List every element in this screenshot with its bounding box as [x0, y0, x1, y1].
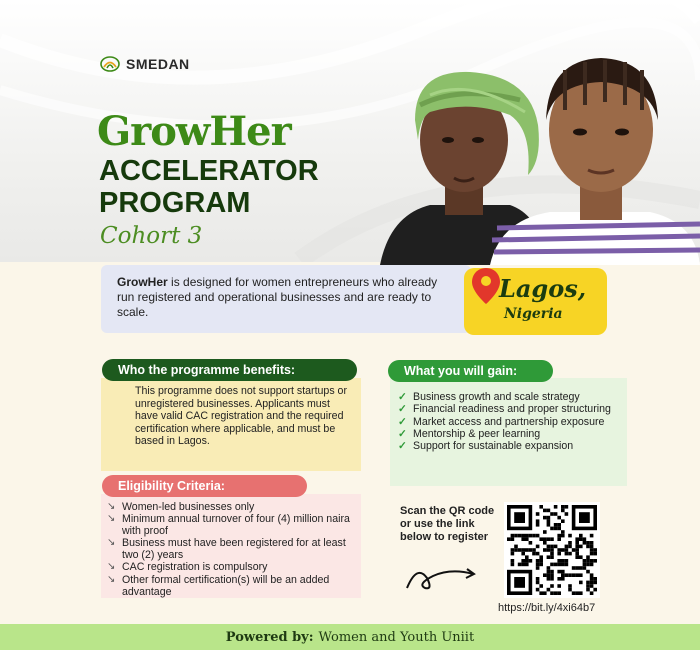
- location-badge: [464, 268, 607, 335]
- cohort-label: Cohort 3: [100, 223, 203, 249]
- title-accelerator: ACCELERATOR: [99, 155, 319, 187]
- arrow-bullet-icon: ↘: [107, 501, 116, 512]
- list-item: ↘ Other formal certification(s) will be an added advantage: [107, 573, 330, 598]
- gains-box: [390, 378, 627, 486]
- eligibility-heading: Eligibility Criteria:: [102, 475, 307, 497]
- list-item: ✓ Mentorship & peer learning: [398, 427, 541, 440]
- arrow-bullet-icon: ↘: [107, 561, 116, 573]
- list-item: ✓ Market access and partnership exposure: [398, 415, 605, 428]
- list-item: ↘ Business must have been registered for at least two (2) years: [107, 537, 346, 562]
- arrow-bullet-icon: ↘: [107, 513, 116, 525]
- benefits-heading: Who the programme benefits:: [102, 359, 357, 381]
- location-city: Lagos,: [499, 274, 587, 303]
- benefits-box: [101, 378, 361, 471]
- gains-heading: What you will gain:: [388, 360, 553, 382]
- list-item: ✓ Financial readiness and proper structuring: [398, 403, 611, 416]
- arrow-bullet-icon: ↘: [107, 537, 116, 549]
- arrow-bullet-icon: ↘: [107, 573, 116, 585]
- check-icon: ✓: [398, 427, 407, 440]
- footer-unit: Women and Youth Uniit: [318, 629, 475, 645]
- list-item: ✓ Business growth and scale strategy: [398, 391, 580, 403]
- check-icon: ✓: [398, 403, 407, 416]
- eligibility-list: [107, 501, 361, 598]
- qr-code[interactable]: [504, 502, 600, 598]
- register-link[interactable]: https://bit.ly/4xi64b7: [498, 602, 596, 614]
- intro-box: [101, 265, 471, 333]
- footer-label: Powered by:: [225, 629, 314, 645]
- gains-list: [398, 391, 627, 452]
- intro-bold: GrowHer: [117, 275, 168, 289]
- title-program: PROGRAM: [99, 187, 251, 219]
- brand-name: SMEDAN: [126, 56, 190, 72]
- smedan-logo: [100, 56, 190, 72]
- women-photo: [360, 0, 700, 270]
- squiggle-arrow-icon: [403, 560, 483, 595]
- qr-code-icon: [507, 505, 597, 595]
- footer: [0, 624, 700, 650]
- title-growher: GrowHer: [97, 108, 291, 155]
- location-country: Nigeria: [504, 306, 563, 322]
- list-item: ↘ Minimum annual turnover of four (4) million naira with proof: [107, 513, 350, 538]
- list-item: ↘ CAC registration is compulsory: [107, 561, 268, 574]
- list-item: ↘ Women-led businesses only: [107, 501, 255, 513]
- eligibility-box: [101, 494, 361, 598]
- register-instruction: Scan the QR code or use the link below to register: [400, 505, 495, 543]
- benefits-text: This programme does not support startups or unregistered businesses. Applicants must have valid CAC registration and the required certification where applicable, and must be based in Lagos.: [135, 385, 347, 448]
- intro-text: is designed for women entrepreneurs who already run registered and operational businesses and are ready to scale.: [117, 275, 438, 319]
- check-icon: ✓: [398, 415, 407, 428]
- check-icon: ✓: [398, 391, 407, 403]
- location-pin-icon: [470, 266, 502, 306]
- check-icon: ✓: [398, 440, 407, 453]
- list-item: ✓ Support for sustainable expansion: [398, 440, 574, 453]
- smedan-logo-icon: [100, 56, 120, 72]
